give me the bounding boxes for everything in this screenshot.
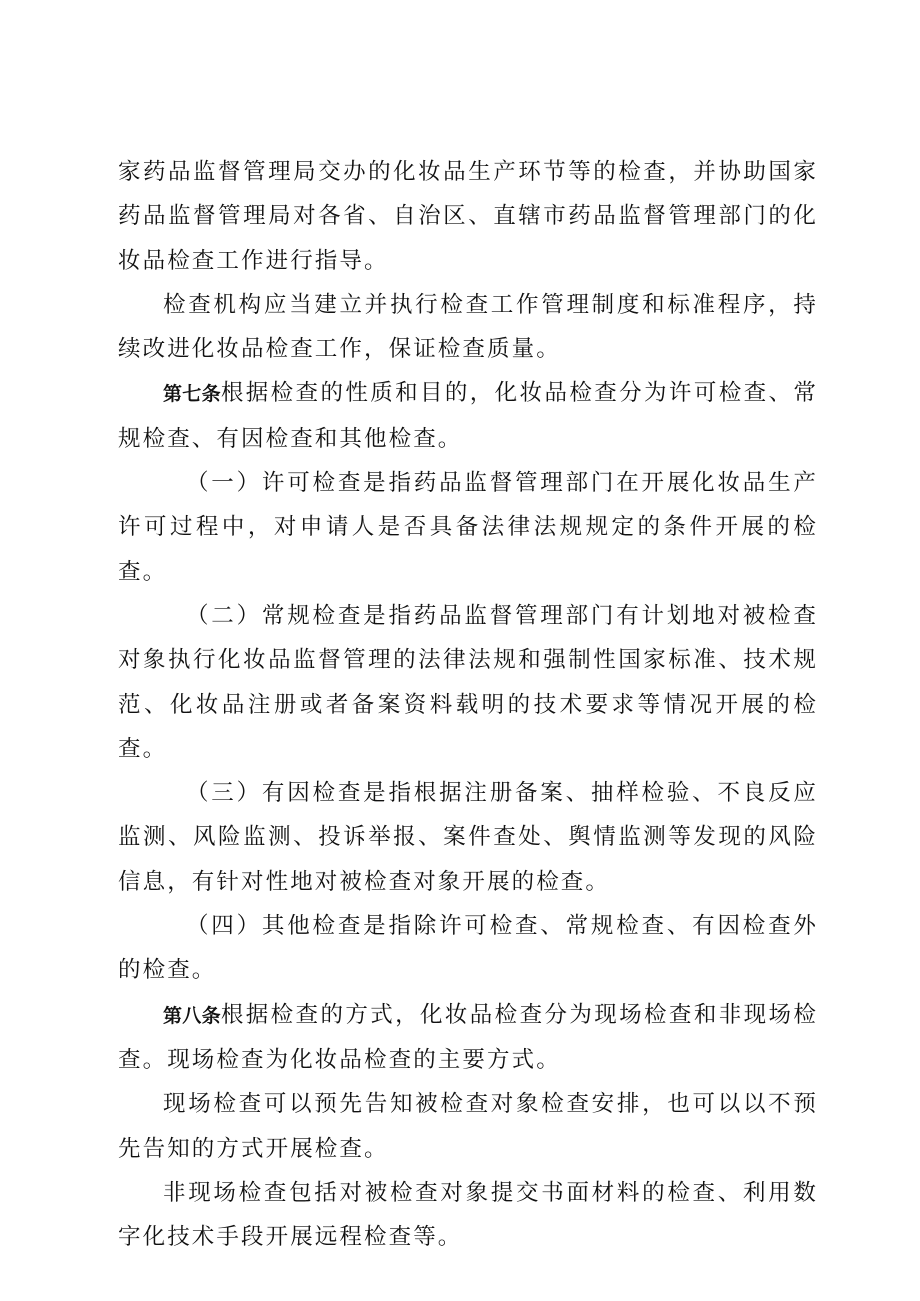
paragraph-continuation: 家药品监督管理局交办的化妆品生产环节等的检查，并协助国家药品监督管理局对各省、自治区、直辖市药品监督管理部门的化妆品检查工作进行指导。	[118, 159, 818, 274]
paragraph-item-1: （一）许可检查是指药品监督管理部门在开展化妆品生产许可过程中，对申请人是否具备法律法规规定的条件开展的检查。	[118, 470, 818, 585]
article-7-text: 根据检查的性质和目的，化妆品检查分为许可检查、常规检查、有因检查和其他检查。	[118, 380, 818, 452]
paragraph-item-4: （四）其他检查是指除许可检查、常规检查、有因检查外的检查。	[118, 913, 818, 984]
paragraph-article-7	[118, 371, 818, 461]
article-8-text: 根据检查的方式，化妆品检查分为现场检查和非现场检查。现场检查为化妆品检查的主要方式。	[118, 1001, 818, 1073]
paragraph-item-3: （三）有因检查是指根据注册备案、抽样检验、不良反应监测、风险监测、投诉举报、案件查处、舆情监测等发现的风险信息，有针对性地对被检查对象开展的检查。	[118, 780, 818, 895]
article-8-heading: 第八条	[163, 1004, 221, 1027]
paragraph-onsite-inspection: 现场检查可以预先告知被检查对象检查安排，也可以以不预先告知的方式开展检查。	[118, 1091, 818, 1162]
paragraph-article-8	[118, 993, 818, 1083]
paragraph-item-2: （二）常规检查是指药品监督管理部门有计划地对被检查对象执行化妆品监督管理的法律法规和强制性国家标准、技术规范、化妆品注册或者备案资料载明的技术要求等情况开展的检查。	[118, 602, 818, 762]
document-body	[118, 150, 818, 1259]
article-7-heading: 第七条	[163, 383, 221, 406]
paragraph-inspection-institution: 检查机构应当建立并执行检查工作管理制度和标准程序，持续改进化妆品检查工作，保证检查质量。	[118, 291, 818, 363]
paragraph-offsite-inspection: 非现场检查包括对被检查对象提交书面材料的检查、利用数字化技术手段开展远程检查等。	[118, 1179, 818, 1251]
